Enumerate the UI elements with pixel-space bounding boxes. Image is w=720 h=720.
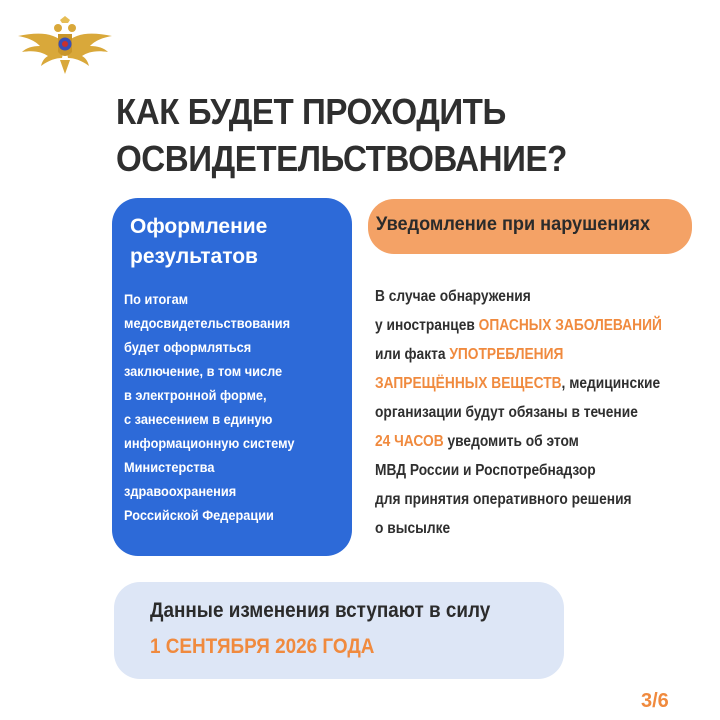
effective-date-card xyxy=(114,582,564,679)
notice-text: уведомить об этом xyxy=(443,433,579,450)
notice-text: организации будут обязаны в течение xyxy=(375,404,638,421)
page-title xyxy=(116,88,631,182)
notice-text: или факта xyxy=(375,346,450,363)
notice-line xyxy=(375,340,686,369)
title-line-1: КАК БУДЕТ ПРОХОДИТЬ xyxy=(116,91,506,132)
notice-line xyxy=(375,311,686,340)
notice-text: В случае обнаружения xyxy=(375,288,531,305)
results-body-line: По итогам xyxy=(124,292,189,308)
results-body-line: информационную систему xyxy=(124,436,295,452)
results-body-line: медосвидетельствования xyxy=(124,316,291,332)
eagle-emblem-icon xyxy=(16,14,114,76)
notice-line xyxy=(375,282,686,311)
results-body-line: будет оформляться xyxy=(124,340,252,356)
notice-text: МВД России и Роспотребнадзор xyxy=(375,462,596,479)
results-card-heading xyxy=(130,212,345,272)
notice-line xyxy=(375,398,686,427)
results-body-line: здравоохранения xyxy=(124,484,237,500)
results-card-body xyxy=(124,288,349,528)
notice-highlight: УПОТРЕБЛЕНИЯ xyxy=(449,346,564,363)
results-body-line: Российской Федерации xyxy=(124,508,274,524)
notice-text: о высылке xyxy=(375,520,451,537)
effective-date-caption: Данные изменения вступают в силу xyxy=(150,599,491,622)
notice-line xyxy=(375,369,686,398)
results-card xyxy=(112,198,352,556)
notice-highlight: ОПАСНЫХ ЗАБОЛЕВАНИЙ xyxy=(478,317,662,334)
results-body-line: в электронной форме, xyxy=(124,388,267,404)
results-heading-line: результатов xyxy=(130,245,258,268)
title-line-2: ОСВИДЕТЕЛЬСТВОВАНИЕ? xyxy=(116,138,567,179)
notice-line xyxy=(375,427,686,456)
notice-text: для принятия оперативного решения xyxy=(375,491,632,508)
notice-text: , медицинские xyxy=(561,375,661,392)
results-body-line: Министерства xyxy=(124,460,215,476)
notice-text: у иностранцев xyxy=(375,317,479,334)
results-body-line: с занесением в единую xyxy=(124,412,273,428)
notice-highlight: ЗАПРЕЩЁННЫХ ВЕЩЕСТВ xyxy=(375,375,562,392)
notice-line xyxy=(375,514,686,543)
notice-line xyxy=(375,485,686,514)
results-heading-line: Оформление xyxy=(130,215,268,238)
violations-notice-text xyxy=(375,282,686,543)
notice-line xyxy=(375,456,686,485)
results-body-line: заключение, в том числе xyxy=(124,364,283,380)
effective-date-value: 1 СЕНТЯБРЯ 2026 ГОДА xyxy=(150,635,375,658)
notice-highlight: 24 ЧАСОВ xyxy=(375,433,444,450)
violations-heading-label: Уведомление при нарушениях xyxy=(376,213,651,235)
page-number: 3/6 xyxy=(641,690,669,712)
violations-heading-pill xyxy=(368,199,692,254)
